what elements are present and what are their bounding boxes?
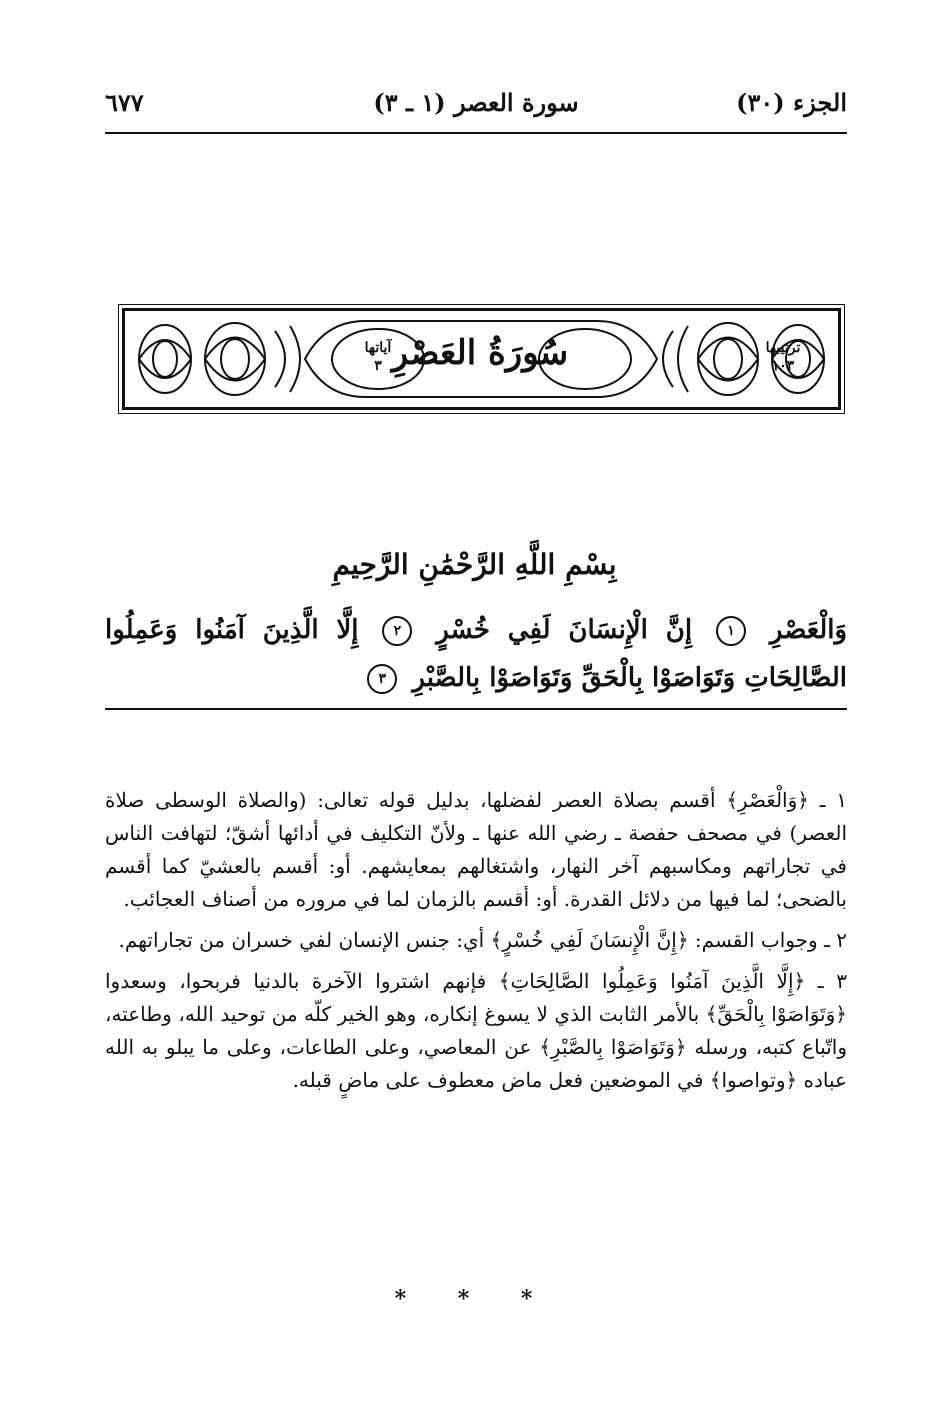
verse-text: وَالْعَصْرِ bbox=[769, 615, 848, 645]
tafsir-paragraph: ٢ ـ وجواب القسم: ﴿إِنَّ الْإِنسَانَ لَفِي خُسْرٍ﴾ أي: جنس الإنسان لفي خسران من تجاراتهم. bbox=[118, 928, 847, 952]
running-header bbox=[105, 88, 847, 128]
ayah-number-marker: ٣ bbox=[367, 664, 397, 694]
order-label: ترتيبها bbox=[765, 340, 801, 356]
section-separator: * * * bbox=[394, 1286, 555, 1312]
tafsir-paragraph: ١ ـ ﴿وَالْعَصْرِ﴾ أقسم بصلاة العصر لفضلها، بدليل قوله تعالى: (والصلاة الوسطى صلاة العصر) في مصحف حفصة ـ رضي الله عنها ـ ولأنّ التكليف في أدائها أشقّ؛ لتهافت الناس في تجاراتهم ومكاسبهم آخر النهار، واشتغالهم بمعايشهم. أو: أقسم بالعشيّ كما أقسم بالضحى؛ لما فيها من دلائل القدرة. أو: أقسم بالزمان لما في مروره من أصناف العجائب. bbox=[105, 788, 848, 911]
surah-title: سُورَةُ العَصْرِ bbox=[391, 333, 569, 373]
tafsir-commentary bbox=[105, 784, 847, 1105]
verse-text: إِنَّ الْإِنسَانَ لَفِي خُسْرٍ bbox=[436, 615, 693, 645]
quran-verses bbox=[105, 606, 847, 702]
page-number: ٦٧٧ bbox=[105, 88, 144, 117]
ayah-number-marker: ١ bbox=[716, 616, 746, 646]
surah-banner bbox=[122, 308, 841, 410]
juz-label: الجزء (٣٠) bbox=[736, 88, 847, 117]
order-medallion bbox=[740, 333, 826, 385]
tafsir-paragraph: ٣ ـ ﴿إِلَّا الَّذِينَ آمَنُوا وَعَمِلُوا الصَّالِحَاتِ﴾ فإنهم اشتروا الآخرة بالدنيا فربحوا، وسعدوا ﴿وَتَوَاصَوْا بِالْحَقِّ﴾ بالأمر الثابت الذي لا يسوغ إنكاره، وهو الخير كلّه من توحيد الله، وطاعته، واتّباع كتبه، ورسله ﴿وَتَوَاصَوْا بِالصَّبْرِ﴾ عن المعاصي، وعلى الطاعات، وعلى ما يبلو به الله عباده ﴿وتواصوا﴾ في الموضعين فعل ماض معطوف على ماضٍ قبله. bbox=[105, 969, 848, 1092]
ayah-number-marker: ٢ bbox=[382, 616, 412, 646]
verses-rule bbox=[105, 708, 847, 710]
header-rule bbox=[105, 132, 847, 134]
order-value: ١٠٣ bbox=[771, 358, 795, 374]
verses-label: آياتها bbox=[364, 340, 392, 356]
verses-value: ٣ bbox=[374, 358, 382, 374]
surah-range-title: سورة العصر (١ ـ ٣) bbox=[373, 88, 579, 117]
verse-text: إِلَّا الَّذِينَ آمَنُوا وَعَمِلُوا الصَّالِحَاتِ وَتَوَاصَوْا بِالْحَقِّ وَتَوَاصَوْا بِالصَّبْرِ bbox=[105, 615, 847, 693]
basmala: بِسْمِ اللَّهِ الرَّحْمَٰنِ الرَّحِيمِ bbox=[332, 548, 617, 581]
